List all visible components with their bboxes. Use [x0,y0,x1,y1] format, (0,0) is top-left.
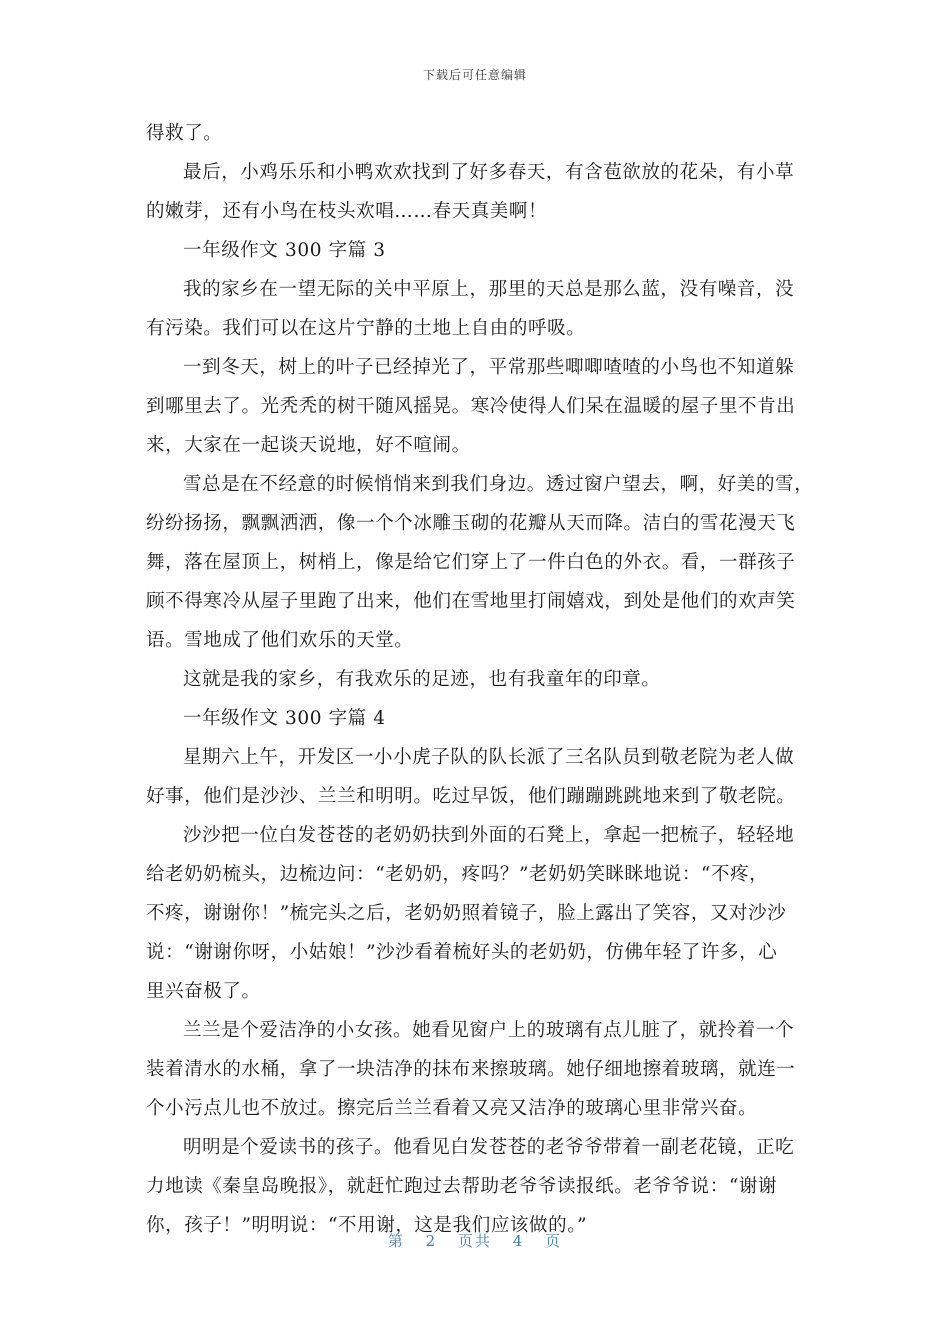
text-line: 纷纷扬扬，飘飘洒洒，像一个个冰雕玉砌的花瓣从天而降。洁白的雪花漫天飞 [146,513,796,534]
text-line: 语。雪地成了他们欢乐的天堂。 [146,630,414,651]
text-line: 顾不得寒冷从屋子里跑了出来，他们在雪地里打闹嬉戏，到处是他们的欢声笑 [146,591,796,612]
text-line: 说：“谢谢你呀，小姑娘！”沙沙看着梳好头的老奶奶，仿佛年轻了许多，心 [146,942,778,963]
text-line: 个小污点儿也不放过。擦完后兰兰看着又亮又洁净的玻璃心里非常兴奋。 [146,1098,758,1119]
text-line: 给老奶奶梳头，边梳边问：“老奶奶，疼吗？”老奶奶笑眯眯地说：“不疼， [146,864,769,885]
text-line: 的嫩芽，还有小鸟在枝头欢唱……春天真美啊！ [146,201,548,222]
paragraph-start: 兰兰是个爱洁净的小女孩。她看见窗户上的玻璃有点儿脏了，就拎着一个 [183,1020,795,1041]
text-line: 得救了。 [146,123,223,144]
paragraph-start: 沙沙把一位白发苍苍的老奶奶扶到外面的石凳上，拿起一把梳子，轻轻地 [183,825,795,846]
paragraph-start: 这就是我的家乡，有我欢乐的足迹，也有我童年的印章。 [183,669,661,690]
text-line: 来，大家在一起谈天说地，好不喧闹。 [146,435,471,456]
paragraph-start: 一到冬天，树上的叶子已经掉光了，平常那些唧唧喳喳的小鸟也不知道躲 [183,357,795,378]
document-body [146,114,814,1245]
page-header: 下载后可任意编辑 [422,68,527,82]
paragraph-start: 最后，小鸡乐乐和小鸭欢欢找到了好多春天，有含苞欲放的花朵，有小草 [183,162,795,183]
paragraph-start: 雪总是在不经意的时候悄悄来到我们身边。透过窗户望去，啊，好美的雪， [183,474,814,495]
text-line: 到哪里去了。光秃秃的树干随风摇晃。寒冷使得人们呆在温暖的屋子里不肯出 [146,396,796,417]
section-heading: 一年级作文 300 字篇 3 [183,240,386,261]
paragraph-start: 明明是个爱读书的孩子。他看见白发苍苍的老爷爷带着一副老花镜，正吃 [183,1137,795,1158]
paragraph-start: 星期六上午，开发区一小小虎子队的队长派了三名队员到敬老院为老人做 [183,747,795,768]
text-line: 装着清水的水桶，拿了一块洁净的抹布来擦玻璃。她仔细地擦着玻璃，就连一 [146,1059,796,1080]
text-line: 不疼，谢谢你！”梳完头之后，老奶奶照着镜子，脸上露出了笑容，又对沙沙 [146,903,787,924]
paragraph-start: 我的家乡在一望无际的关中平原上，那里的天总是那么蓝，没有噪音，没 [183,279,795,300]
text-line: 你，孩子！”明明说：“不用谢，这是我们应该做的。” [146,1215,588,1236]
text-line: 舞，落在屋顶上，树梢上，像是给它们穿上了一件白色的外衣。看，一群孩子 [146,552,796,573]
text-line: 里兴奋极了。 [146,981,261,1002]
text-line: 力地读《秦皇岛晚报》，就赶忙跑过去帮助老爷爷读报纸。老爷爷说：“谢谢 [146,1176,778,1197]
text-line: 有污染。我们可以在这片宁静的土地上自由的呼吸。 [146,318,586,339]
text-line: 好事，他们是沙沙、兰兰和明明。吃过早饭，他们蹦蹦跳跳地来到了敬老院。 [146,786,796,807]
page-number-footer: 第 2 页共 4 页 [387,1232,563,1250]
section-heading: 一年级作文 300 字篇 4 [183,708,386,729]
